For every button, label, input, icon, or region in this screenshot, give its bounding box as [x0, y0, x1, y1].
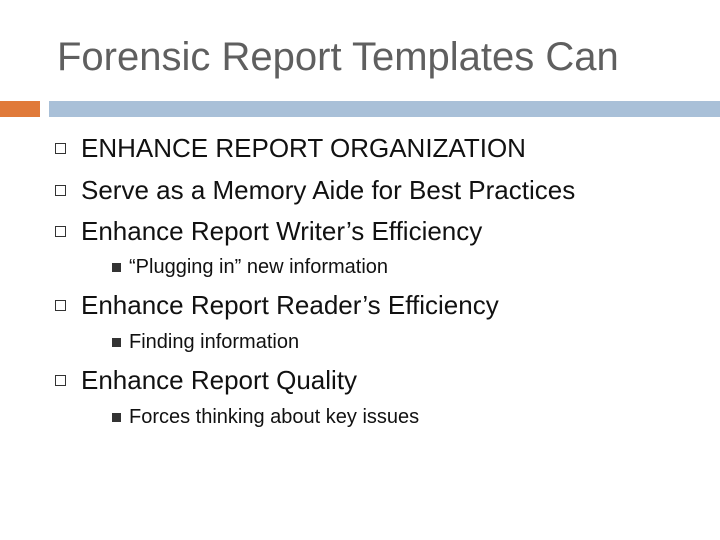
hollow-square-bullet-icon: [55, 143, 66, 154]
title-accent-bar: [0, 101, 40, 117]
bullet-text: Enhance Report Writer’s Efficiency: [81, 216, 483, 246]
bullet-text: Enhance Report Quality: [81, 365, 358, 395]
sub-bullet-text: Forces thinking about key issues: [129, 406, 420, 428]
sub-bullet-text: Finding information: [129, 331, 300, 353]
hollow-square-bullet-icon: [55, 185, 66, 196]
bullet-text: ENHANCE REPORT ORGANIZATION: [81, 133, 526, 163]
hollow-square-bullet-icon: [55, 300, 66, 311]
slide-title: Forensic Report Templates Can: [57, 35, 619, 79]
bullet-text: Serve as a Memory Aide for Best Practices: [81, 175, 576, 205]
filled-square-bullet-icon: [112, 338, 121, 347]
bullet-text: Enhance Report Reader’s Efficiency: [81, 290, 499, 320]
sub-bullet-text: “Plugging in” new information: [129, 256, 389, 278]
hollow-square-bullet-icon: [55, 226, 66, 237]
filled-square-bullet-icon: [112, 263, 121, 272]
title-underline-bar: [49, 101, 720, 117]
filled-square-bullet-icon: [112, 413, 121, 422]
hollow-square-bullet-icon: [55, 375, 66, 386]
